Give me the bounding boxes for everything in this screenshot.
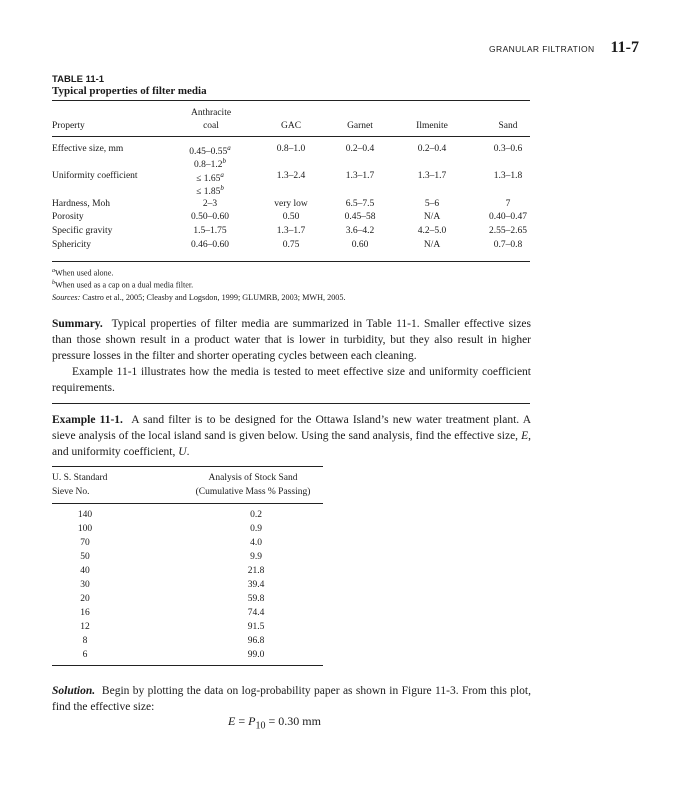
summary-paragraph: Summary. Typical properties of filter media are summarized in Table 11-1. Smaller effective sizes than those shown result in a product water that is lower in turbidity, but they also result in higher pressure losses in the filter and shorter operating cycles between each cleaning. <box>52 318 532 362</box>
t2-passing: 4.0 <box>250 538 262 548</box>
cell-property: Uniformity coefficient <box>52 171 138 181</box>
t2-passing: 74.4 <box>247 608 265 618</box>
table2-header-rule <box>52 503 323 504</box>
cell-anthracite: 0.8–1.2$^b$ <box>194 157 226 171</box>
th-gac: GAC <box>280 121 302 131</box>
t2-sieve: 70 <box>80 538 90 548</box>
cell-gac: 0.50 <box>282 212 300 222</box>
cell-gac: 1.3–2.4 <box>276 171 306 181</box>
cell-anthracite: 0.46–0.60 <box>191 240 229 250</box>
cell-anthracite: ≤ 1.85$^b$ <box>196 184 224 198</box>
t2-sieve: 40 <box>80 566 90 576</box>
t2-sieve: 30 <box>80 580 90 590</box>
table-top-rule <box>52 100 530 101</box>
table2-bottom-rule <box>52 665 323 666</box>
th-sand: Sand <box>498 121 518 131</box>
cell-ilmenite: N/A <box>423 212 441 222</box>
cell-ilmenite: 4.2–5.0 <box>417 226 447 236</box>
cell-garnet: 1.3–1.7 <box>345 171 375 181</box>
cell-sand: 0.3–0.6 <box>493 144 523 154</box>
t2-passing: 96.8 <box>247 636 265 646</box>
cell-ilmenite: 5–6 <box>424 199 440 209</box>
t2-passing: 21.8 <box>247 566 265 576</box>
t2-passing: 0.9 <box>250 524 262 534</box>
cell-property: Specific gravity <box>52 226 113 236</box>
t2-sieve: 6 <box>82 650 88 660</box>
equation: $E = P_{10} = 0.30$ mm <box>228 714 321 732</box>
t2-passing: 99.0 <box>247 650 265 660</box>
t2-passing: 0.2 <box>250 510 262 520</box>
cell-ilmenite: 1.3–1.7 <box>417 171 447 181</box>
t2-header-analysis: (Cumulative Mass % Passing) <box>195 487 311 497</box>
example-rule <box>52 403 530 404</box>
cell-garnet: 0.45–58 <box>344 212 376 222</box>
t2-passing: 59.8 <box>247 594 265 604</box>
table-bottom-rule <box>52 261 530 262</box>
cell-property: Effective size, mm <box>52 144 124 154</box>
th-property: Property <box>52 121 85 131</box>
cell-anthracite: 0.45–0.55$^a$ <box>189 144 231 158</box>
table-sources: Sources: Castro et al., 2005; Cleasby and Logsdon, 1999; GLUMRB, 2003; MWH, 2005. <box>52 293 346 302</box>
th-garnet: Garnet <box>347 121 373 131</box>
cell-garnet: 3.6–4.2 <box>345 226 375 236</box>
t2-sieve: 50 <box>80 552 90 562</box>
cell-anthracite: ≤ 1.65$^a$ <box>196 171 224 185</box>
t2-header-sieve: Sieve No. <box>52 487 90 497</box>
th-ilmenite: Ilmenite <box>416 121 448 131</box>
t2-header-sieve: U. S. Standard <box>52 473 108 483</box>
example-paragraph: Example 11-1. A sand filter is to be designed for the Ottawa Island’s new water treatment plant. A sieve analysis of the local island sand is given below. Using the sand analysis, find the effective size, E, and uniformity coefficient, U. <box>52 414 531 458</box>
cell-gac: 0.75 <box>282 240 300 250</box>
cell-gac: 1.3–1.7 <box>276 226 306 236</box>
table-note-a: $^a$When used alone. <box>52 268 114 278</box>
cell-sand: 7 <box>505 199 511 209</box>
cell-property: Hardness, Moh <box>52 199 111 209</box>
cell-gac: very low <box>274 199 308 209</box>
table2-top-rule <box>52 466 323 467</box>
page-number: 11-7 <box>610 39 639 56</box>
cell-property: Sphericity <box>52 240 92 250</box>
cell-sand: 0.40–0.47 <box>489 212 527 222</box>
cell-anthracite: 1.5–1.75 <box>193 226 227 236</box>
cell-sand: 0.7–0.8 <box>493 240 523 250</box>
th-anthracite-coal: coal <box>203 121 219 131</box>
t2-sieve: 20 <box>80 594 90 604</box>
table-label: TABLE 11-1 <box>52 74 105 85</box>
t2-passing: 91.5 <box>247 622 265 632</box>
cell-sand: 2.55–2.65 <box>489 226 527 236</box>
t2-sieve: 140 <box>77 510 93 520</box>
cell-anthracite: 0.50–0.60 <box>191 212 229 222</box>
t2-header-analysis: Analysis of Stock Sand <box>208 473 298 483</box>
running-title: GRANULAR FILTRATION <box>489 44 595 54</box>
th-anthracite: Anthracite <box>190 108 232 118</box>
cell-ilmenite: N/A <box>423 240 441 250</box>
cell-property: Porosity <box>52 212 84 222</box>
cell-anthracite: 2–3 <box>202 199 218 209</box>
table-title: Typical properties of filter media <box>52 85 207 97</box>
cell-gac: 0.8–1.0 <box>276 144 306 154</box>
t2-passing: 9.9 <box>250 552 262 562</box>
t2-sieve: 16 <box>80 608 90 618</box>
running-header <box>489 39 639 57</box>
table-note-b: $^b$When used as a cap on a dual media filter. <box>52 280 194 290</box>
t2-sieve: 8 <box>82 636 88 646</box>
solution-paragraph: Solution. Begin by plotting the data on log-probability paper as shown in Figure 11-3. From this plot, find the effective size: <box>52 685 532 713</box>
t2-sieve: 12 <box>80 622 90 632</box>
summary-paragraph-2: Example 11-1 illustrates how the media is tested to meet effective size and uniformity coefficient requirements. <box>52 366 531 394</box>
table-header-rule <box>52 136 530 137</box>
t2-sieve: 100 <box>77 524 93 534</box>
t2-passing: 39.4 <box>247 580 265 590</box>
cell-garnet: 0.60 <box>351 240 369 250</box>
cell-ilmenite: 0.2–0.4 <box>417 144 447 154</box>
cell-garnet: 6.5–7.5 <box>345 199 375 209</box>
cell-garnet: 0.2–0.4 <box>345 144 375 154</box>
cell-sand: 1.3–1.8 <box>493 171 523 181</box>
